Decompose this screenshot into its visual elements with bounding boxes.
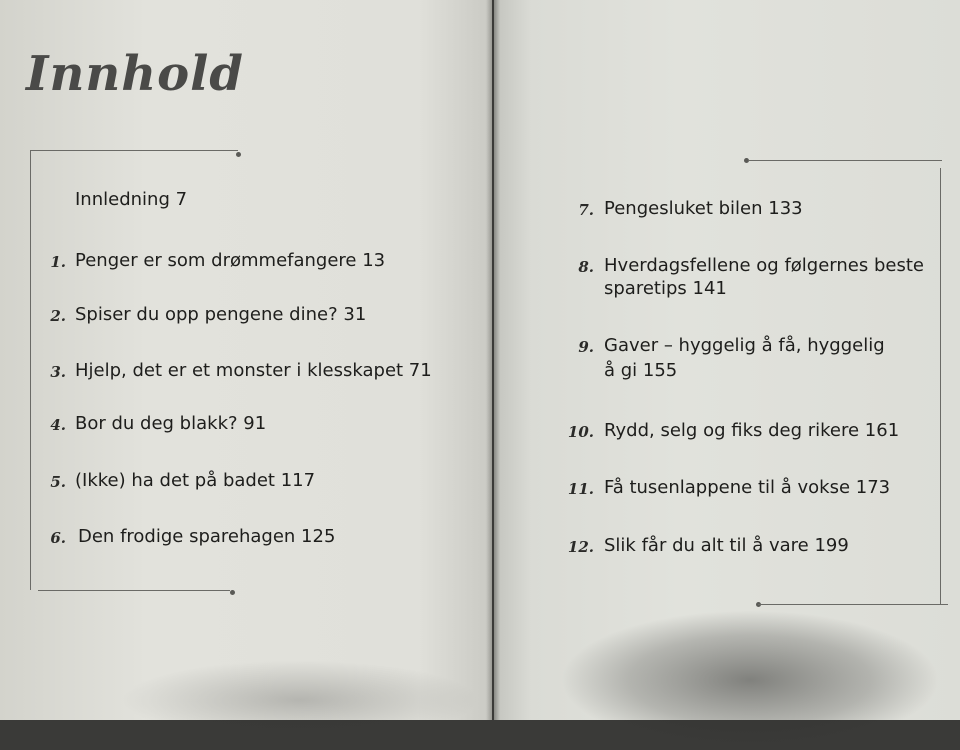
page-title: Innhold bbox=[26, 46, 244, 102]
toc-entry-text: Penger er som drømmefangere 13 bbox=[75, 250, 386, 271]
toc-entry-text: Rydd, selg og fiks deg rikere 161 bbox=[604, 420, 900, 441]
toc-entry-text-line: sparetips 141 bbox=[604, 278, 727, 299]
book-gutter bbox=[486, 0, 500, 720]
chapter-number: 1. bbox=[50, 253, 66, 271]
frame-line-right bbox=[940, 168, 941, 604]
toc-entry-text: Få tusenlappene til å vokse 173 bbox=[604, 477, 891, 498]
toc-entry-text: Spiser du opp pengene dine? 31 bbox=[75, 304, 367, 325]
toc-entry-text-line: å gi 155 bbox=[604, 360, 678, 381]
frame-line-top-left bbox=[30, 150, 238, 151]
chapter-number: 10. bbox=[567, 423, 594, 441]
chapter-number: 6. bbox=[50, 529, 66, 547]
toc-entry-text: Slik får du alt til å vare 199 bbox=[604, 535, 849, 556]
hand-shadow bbox=[560, 610, 940, 750]
toc-entry-text-line: Gaver – hyggelig å få, hyggelig bbox=[604, 335, 885, 356]
chapter-number: 9. bbox=[578, 338, 594, 356]
toc-entry-text: Den frodige sparehagen 125 bbox=[78, 526, 336, 547]
frame-line-bottom-right bbox=[758, 604, 948, 605]
frame-dot bbox=[236, 152, 241, 157]
toc-entry-text: (Ikke) ha det på badet 117 bbox=[75, 470, 316, 491]
toc-entry-text: Hjelp, det er et monster i klesskapet 71 bbox=[75, 360, 432, 381]
chapter-number: 7. bbox=[578, 201, 594, 219]
toc-entry-text-line: Hverdagsfellene og følgernes beste bbox=[604, 255, 924, 276]
toc-entry-text: Bor du deg blakk? 91 bbox=[75, 413, 267, 434]
chapter-number: 11. bbox=[567, 480, 594, 498]
chapter-number: 2. bbox=[50, 307, 66, 325]
frame-line-bottom-left bbox=[38, 590, 230, 591]
chapter-number: 12. bbox=[567, 538, 594, 556]
chapter-number: 3. bbox=[50, 363, 66, 381]
frame-dot bbox=[230, 590, 235, 595]
frame-line-top-right bbox=[748, 160, 942, 161]
toc-entry-text: Innledning 7 bbox=[75, 189, 188, 210]
chapter-number: 5. bbox=[50, 473, 66, 491]
page-shadow bbox=[120, 660, 480, 740]
chapter-number: 8. bbox=[578, 258, 594, 276]
toc-entry-text: Pengesluket bilen 133 bbox=[604, 198, 803, 219]
chapter-number: 4. bbox=[50, 416, 66, 434]
